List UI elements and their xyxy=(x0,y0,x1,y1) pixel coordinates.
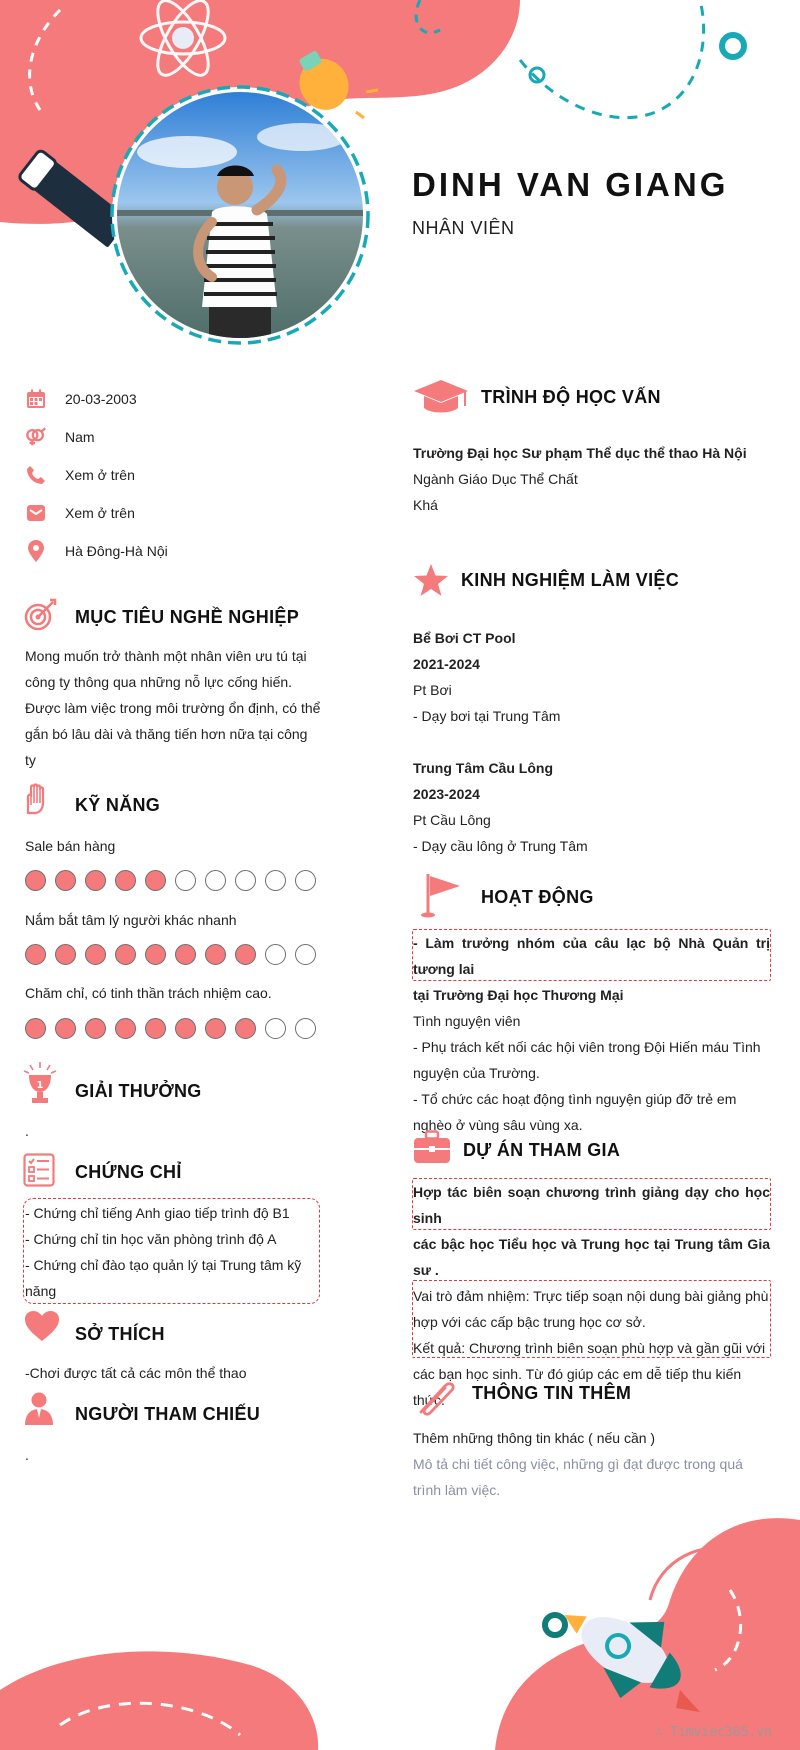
phone-icon xyxy=(25,464,47,486)
education-major: Ngành Giáo Dục Thể Chất xyxy=(413,471,578,487)
job-period: 2021-2024 xyxy=(413,656,480,672)
projects-text: Hợp tác biên soạn chương trình giảng dạy cho học sinh các bậc học Tiểu học và Trung học tại Trung tâm Gia sư . Vai trò đảm nhiệm: Trực tiếp soạn nội dung bài giảng phù hợp với các cấp bậc trung học cơ sở. Kết quả: Chương trình biên soạn phù hợp và gần gũi với các bạn học sinh. Từ đó giúp các em dễ tiếp thu kiến thức. xyxy=(413,1184,770,1408)
experience-title: KINH NGHIỆM LÀM VIỆC xyxy=(461,570,680,590)
rating-dot-filled xyxy=(235,944,256,965)
candidate-position: NHÂN VIÊN xyxy=(412,218,515,238)
svg-text:1: 1 xyxy=(36,1080,44,1091)
rating-dot-empty xyxy=(295,944,316,965)
target-icon xyxy=(23,598,57,632)
rating-dot-filled xyxy=(235,1018,256,1039)
avatar xyxy=(117,92,363,338)
additional-text: Thêm những thông tin khác ( nếu cần ) xyxy=(413,1430,656,1446)
gender-icon xyxy=(25,426,47,448)
rating-dot-filled xyxy=(25,944,46,965)
job-period: 2023-2024 xyxy=(413,786,480,802)
site-watermark: ∴ Timviec365.vn xyxy=(654,1725,772,1740)
flag-icon xyxy=(420,872,462,918)
rating-dot-empty xyxy=(205,870,226,891)
skill-rating xyxy=(25,1018,316,1039)
rating-dot-filled xyxy=(85,944,106,965)
candidate-name: DINH VAN GIANG xyxy=(412,166,729,203)
hobbies-title: SỞ THÍCH xyxy=(75,1324,165,1344)
rating-dot-empty xyxy=(295,870,316,891)
trophy-icon xyxy=(22,1062,58,1104)
rating-dot-empty xyxy=(295,1018,316,1039)
education-school: Trường Đại học Sư phạm Thể dục thể thao Hà Nội xyxy=(413,445,747,461)
additional-placeholder: Mô tả chi tiết công việc, những gì đạt được trong quá trình làm việc. xyxy=(413,1456,743,1498)
rating-dot-empty xyxy=(265,1018,286,1039)
rating-dot-filled xyxy=(115,1018,136,1039)
contact-gender-value: Nam xyxy=(65,429,95,445)
rating-dot-filled xyxy=(55,944,76,965)
rating-dot-empty xyxy=(175,870,196,891)
rating-dot-filled xyxy=(55,870,76,891)
contact-email xyxy=(25,500,135,526)
email-icon xyxy=(25,502,47,524)
contact-phone-value: Xem ở trên xyxy=(65,467,135,483)
contact-gender xyxy=(25,424,95,450)
rating-dot-filled xyxy=(55,1018,76,1039)
rating-dot-filled xyxy=(175,944,196,965)
skills-title: KỸ NĂNG xyxy=(75,795,161,815)
checklist-icon xyxy=(23,1153,55,1187)
contact-address xyxy=(25,538,168,564)
briefcase-icon xyxy=(413,1130,451,1164)
contact-birthday-value: 20-03-2003 xyxy=(65,391,137,407)
location-icon xyxy=(25,540,47,562)
rating-dot-empty xyxy=(235,870,256,891)
hobbies-text: -Chơi được tất cả các môn thể thao xyxy=(25,1365,247,1381)
rating-dot-filled xyxy=(115,944,136,965)
rating-dot-filled xyxy=(85,870,106,891)
rating-dot-empty xyxy=(265,870,286,891)
contact-address-value: Hà Đông-Hà Nội xyxy=(65,543,168,559)
objective-title: MỤC TIÊU NGHỀ NGHIỆP xyxy=(75,607,300,627)
certificates-text: - Chứng chỉ tiếng Anh giao tiếp trình độ B1 - Chứng chỉ tin học văn phòng trình độ A - Chứng chỉ đào tạo quản lý tại Trung tâm kỹ năng xyxy=(25,1205,302,1299)
heart-icon xyxy=(24,1310,60,1342)
skill-name: Sale bán hàng xyxy=(25,838,116,854)
star-icon xyxy=(413,563,449,597)
job-desc: - Dạy cầu lông ở Trung Tâm xyxy=(413,838,588,854)
graduation-cap-icon xyxy=(413,378,469,416)
hand-icon xyxy=(23,783,49,815)
references-text: . xyxy=(25,1447,29,1463)
contact-email-value: Xem ở trên xyxy=(65,505,135,521)
rating-dot-filled xyxy=(205,1018,226,1039)
skill-name: Chăm chỉ, có tinh thần trách nhiệm cao. xyxy=(25,985,272,1001)
rating-dot-filled xyxy=(25,870,46,891)
education-title: TRÌNH ĐỘ HỌC VẤN xyxy=(481,387,661,407)
job-company: Bể Bơi CT Pool xyxy=(413,630,516,646)
rating-dot-filled xyxy=(145,870,166,891)
skill-rating xyxy=(25,870,316,891)
skill-name: Nắm bắt tâm lý người khác nhanh xyxy=(25,912,237,928)
job-role: Pt Bơi xyxy=(413,682,452,698)
projects-title: DỰ ÁN THAM GIA xyxy=(463,1140,621,1160)
awards-text: . xyxy=(25,1123,29,1139)
references-title: NGƯỜI THAM CHIẾU xyxy=(75,1404,261,1424)
education-grade: Khá xyxy=(413,497,438,513)
activities-text: - Làm trưởng nhóm của câu lạc bộ Nhà Quản trị tương lai tại Trường Đại học Thương Mại Tình nguyện viên - Phụ trách kết nối các hội viên trong Đội Hiến máu Tình nguyện của Trường. - Tổ chức các hoạt động tình nguyện giúp đỡ trẻ em nghèo ở vùng sâu vùng xa. xyxy=(413,935,770,1133)
awards-title: GIẢI THƯỞNG xyxy=(75,1081,202,1101)
paperclip-icon xyxy=(415,1378,459,1418)
job-company: Trung Tâm Cầu Lông xyxy=(413,760,553,776)
rating-dot-filled xyxy=(205,944,226,965)
experience-job xyxy=(413,625,773,729)
activities-title: HOẠT ĐỘNG xyxy=(481,887,594,907)
rating-dot-empty xyxy=(265,944,286,965)
rating-dot-filled xyxy=(145,1018,166,1039)
job-desc: - Dạy bơi tại Trung Tâm xyxy=(413,708,561,724)
objective-text: Mong muốn trở thành một nhân viên ưu tú tại công ty thông qua những nỗ lực cống hiến. Được làm việc trong môi trường ổn định, có thể gắn bó lâu dài và thăng tiến hơn nữa tại công ty xyxy=(25,648,321,768)
rating-dot-filled xyxy=(85,1018,106,1039)
job-role: Pt Cầu Lông xyxy=(413,812,491,828)
experience-job xyxy=(413,755,773,859)
calendar-icon xyxy=(25,388,47,410)
person-icon xyxy=(24,1392,54,1426)
skill-rating xyxy=(25,944,316,965)
additional-title: THÔNG TIN THÊM xyxy=(472,1383,632,1403)
rating-dot-filled xyxy=(25,1018,46,1039)
rating-dot-filled xyxy=(115,870,136,891)
rating-dot-filled xyxy=(175,1018,196,1039)
contact-birthday xyxy=(25,386,137,412)
contact-phone xyxy=(25,462,135,488)
education-details xyxy=(413,440,773,518)
certificates-title: CHỨNG CHỈ xyxy=(75,1162,182,1182)
rating-dot-filled xyxy=(145,944,166,965)
